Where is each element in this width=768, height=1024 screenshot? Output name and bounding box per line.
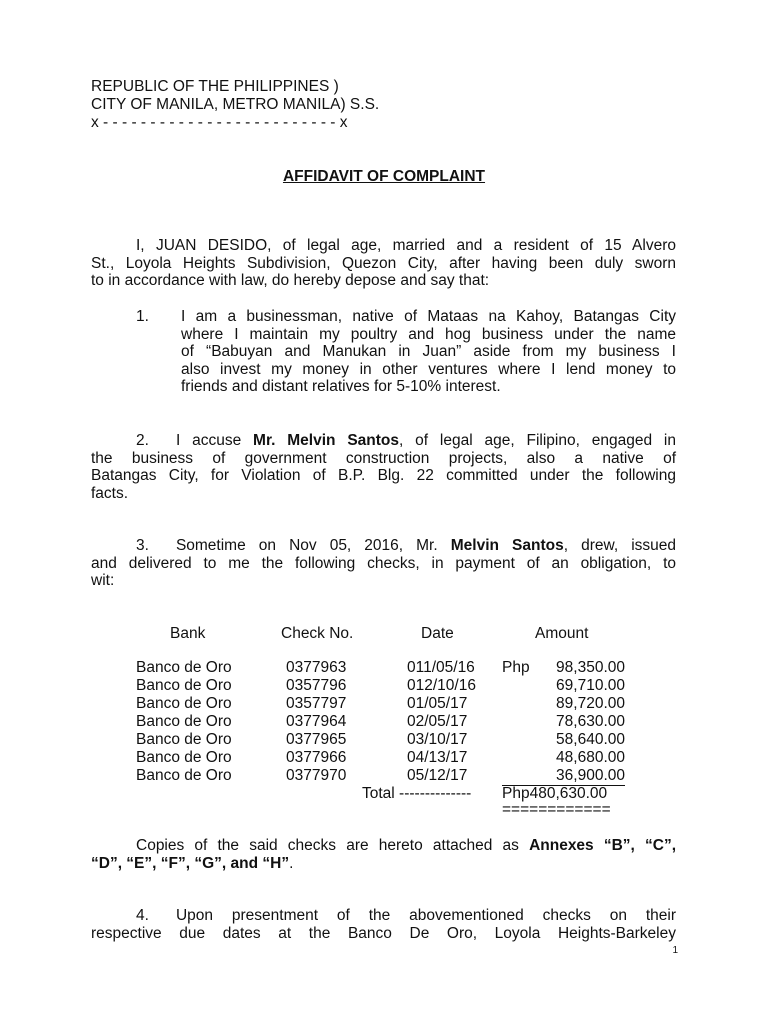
total-double-rule: ============	[502, 801, 611, 818]
table-row	[0, 677, 768, 695]
cell-check: 0357796	[286, 677, 347, 694]
annexes-list-2: “D”, “E”, “F”, “G”, and “H”	[91, 854, 290, 872]
table-header-date: Date	[421, 625, 454, 642]
para1-line: friends and distant relatives for 5-10% interest.	[181, 378, 501, 396]
para3-body	[91, 537, 676, 590]
cell-bank: Banco de Oro	[136, 731, 232, 748]
cell-date: 05/12/17	[407, 767, 468, 784]
cell-amount: 78,630.00	[556, 713, 625, 730]
document-title: AFFIDAVIT OF COMPLAINT	[282, 168, 486, 185]
header-line-3: x - - - - - - - - - - - - - - - - - - - - - - - - - x	[91, 114, 348, 131]
table-row	[0, 695, 768, 713]
drawer-name: Melvin Santos	[450, 537, 564, 554]
header-line-2: CITY OF MANILA, METRO MANILA) S.S.	[91, 96, 380, 113]
para4-line: respective due dates at the Banco De Oro, Loyola Heights-Barkeley	[91, 924, 676, 942]
para1-line: also invest my money in other ventures where I lend money to	[181, 360, 676, 378]
total-label: Total --------------	[362, 785, 472, 802]
para2-body	[91, 432, 676, 502]
para1-line: of “Babuyan and Manukan in Juan” aside from my business I	[181, 343, 676, 361]
table-row	[0, 767, 768, 785]
para2-line: facts.	[91, 484, 129, 502]
table-header-bank: Bank	[170, 625, 206, 642]
total-value: Php480,630.00	[502, 785, 608, 802]
para2-number: 2.	[136, 432, 149, 449]
cell-amount: 98,350.00	[556, 659, 625, 676]
intro-line: I, JUAN DESIDO, of legal age, married and a resident of 15 Alvero	[136, 237, 676, 254]
cell-check: 0377966	[286, 749, 347, 766]
cell-date: 01/05/17	[407, 695, 468, 712]
cell-amount: 89,720.00	[556, 695, 625, 712]
cell-date: 011/05/16	[407, 659, 475, 676]
para1-number: 1.	[136, 308, 149, 325]
para1-line: where I maintain my poultry and hog business under the name	[181, 325, 676, 343]
para4-number: 4.	[136, 907, 149, 924]
intro-paragraph	[91, 237, 676, 290]
accused-name: Mr. Melvin Santos	[253, 432, 400, 449]
annexes-list-1: Annexes “B”, “C”,	[529, 837, 676, 854]
table-row	[0, 731, 768, 749]
para3-line: wit:	[91, 572, 115, 590]
copies-lead: Copies of the said checks are hereto attached as	[136, 837, 530, 854]
para1-body	[181, 308, 676, 396]
para3-rest: , drew, issued	[563, 537, 676, 554]
cell-amount: 48,680.00	[556, 749, 625, 766]
para2-line: the business of government construction projects, also a native of	[91, 449, 676, 467]
cell-check: 0377965	[286, 731, 347, 748]
cell-bank: Banco de Oro	[136, 677, 232, 694]
para1-line: I am a businessman, native of Mataas na Kahoy, Batangas City	[181, 308, 676, 325]
cell-amount: 69,710.00	[556, 677, 625, 694]
cell-amount: 58,640.00	[556, 731, 625, 748]
para2-rest: , of legal age, Filipino, engaged in	[399, 432, 676, 449]
intro-line: St., Loyola Heights Subdivision, Quezon City, after having been duly sworn	[91, 254, 676, 272]
cell-currency: Php	[502, 659, 530, 676]
page-number: 1	[672, 945, 678, 956]
copies-line-1	[91, 837, 676, 855]
copies-line-2	[91, 855, 676, 873]
copies-paragraph	[91, 837, 676, 872]
para4-body	[91, 907, 676, 942]
para4-line: Upon presentment of the abovementioned checks on their	[175, 907, 676, 924]
cell-date: 012/10/16	[407, 677, 476, 694]
intro-line: to in accordance with law, do hereby depose and say that:	[91, 272, 490, 290]
para2-lead: I accuse	[175, 432, 254, 449]
cell-bank: Banco de Oro	[136, 713, 232, 730]
copies-end: .	[289, 854, 294, 872]
cell-amount: 36,900.00	[502, 767, 625, 786]
cell-bank: Banco de Oro	[136, 749, 232, 766]
para3-number: 3.	[136, 537, 149, 554]
cell-check: 0377970	[286, 767, 347, 784]
header-line-1: REPUBLIC OF THE PHILIPPINES )	[91, 78, 339, 95]
cell-check: 0357797	[286, 695, 347, 712]
para4-first-line	[91, 907, 676, 925]
cell-bank: Banco de Oro	[136, 659, 232, 676]
cell-check: 0377963	[286, 659, 347, 676]
para3-lead: Sometime on Nov 05, 2016, Mr.	[175, 537, 451, 554]
para2-first-line	[91, 432, 676, 450]
cell-bank: Banco de Oro	[136, 767, 232, 784]
cell-date: 02/05/17	[407, 713, 468, 730]
para3-line: and delivered to me the following checks, in payment of an obligation, to	[91, 554, 676, 572]
table-row	[0, 659, 768, 677]
para3-first-line	[91, 537, 676, 555]
cell-date: 03/10/17	[407, 731, 468, 748]
table-row	[0, 713, 768, 731]
cell-check: 0377964	[286, 713, 347, 730]
table-row	[0, 749, 768, 767]
cell-date: 04/13/17	[407, 749, 468, 766]
cell-bank: Banco de Oro	[136, 695, 232, 712]
para2-line: Batangas City, for Violation of B.P. Blg. 22 committed under the following	[91, 467, 676, 485]
table-header-check: Check No.	[281, 625, 354, 642]
table-header-amount: Amount	[535, 625, 589, 642]
